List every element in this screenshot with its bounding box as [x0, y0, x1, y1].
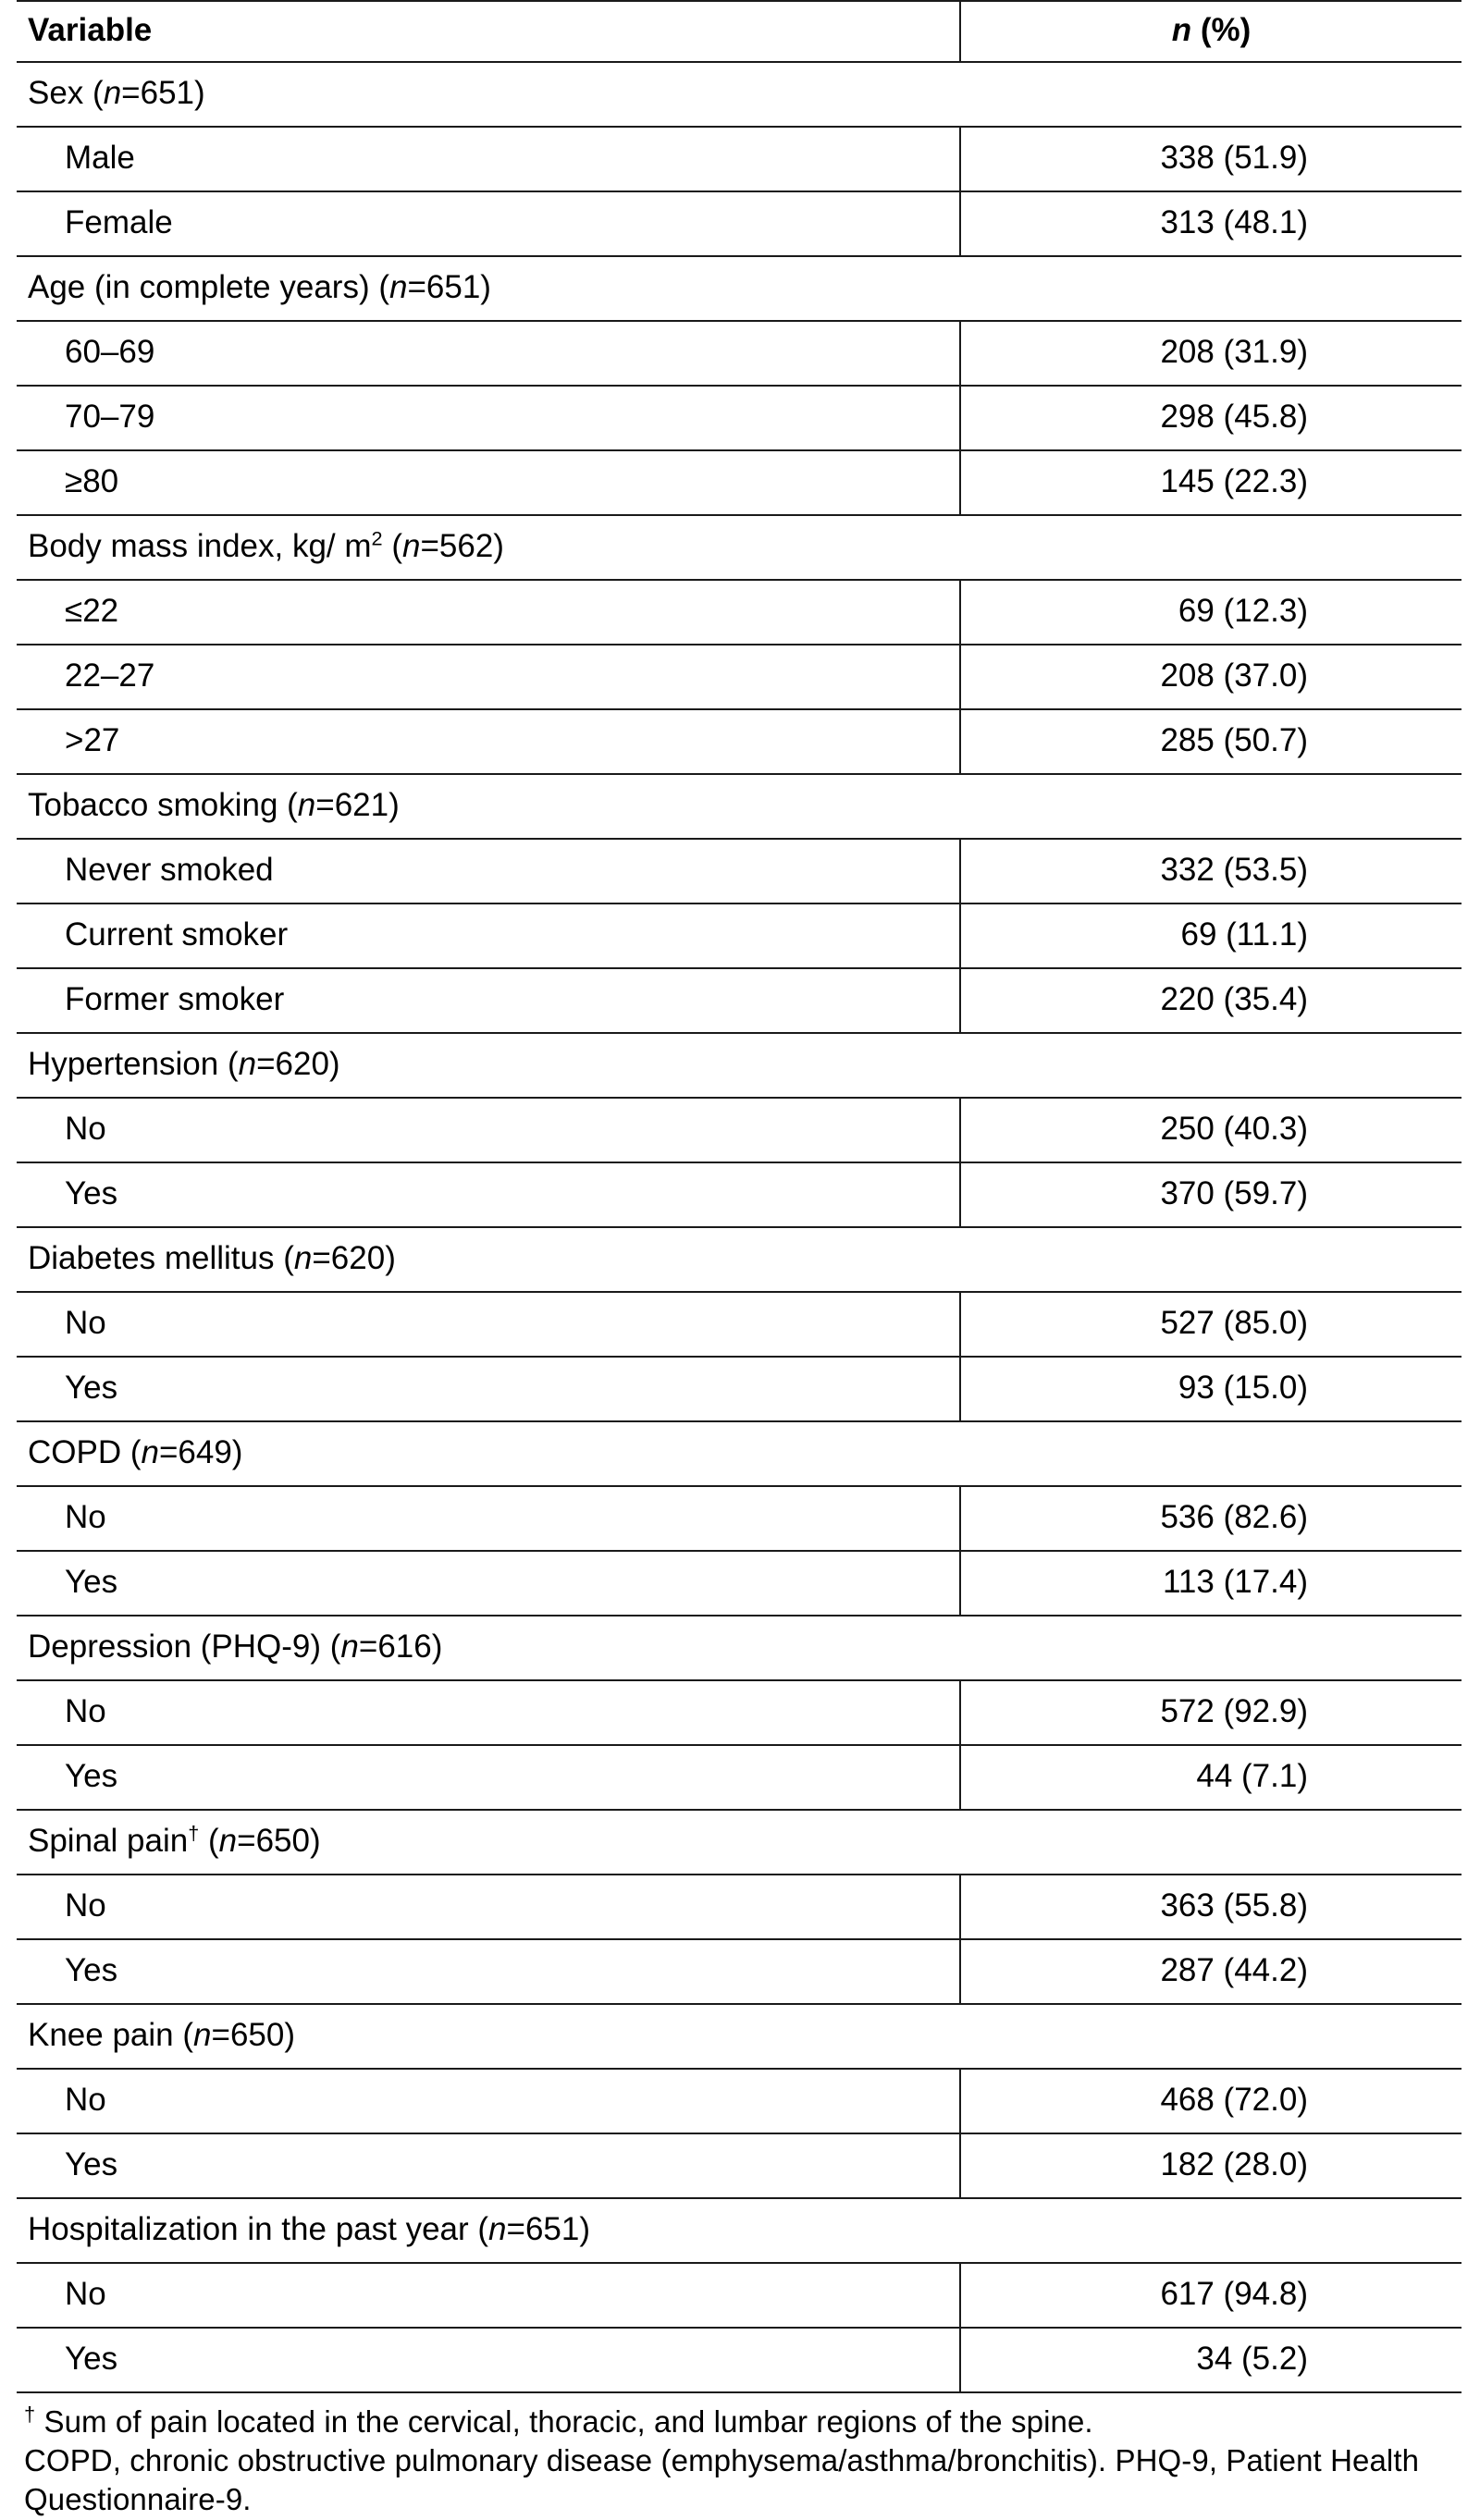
- row-value: 220 (35.4): [960, 968, 1462, 1033]
- row-label: Yes: [17, 1745, 960, 1810]
- row-value: 182 (28.0): [960, 2133, 1462, 2198]
- row-label: ≤22: [17, 580, 960, 645]
- section-label-text: Spinal pain: [28, 1822, 189, 1859]
- row-value: 287 (44.2): [960, 1939, 1462, 2004]
- row-value: 44 (7.1): [960, 1745, 1462, 1810]
- section-label: [17, 774, 1462, 839]
- table-row: [17, 1162, 1462, 1227]
- row-label: 22–27: [17, 645, 960, 709]
- section-label-n: n: [297, 786, 316, 823]
- table-row: [17, 1292, 1462, 1357]
- section-label: [17, 2198, 1462, 2263]
- characteristics-table: [17, 0, 1462, 2393]
- section-label-n: n: [488, 2210, 507, 2247]
- table-section-row: [17, 62, 1462, 127]
- row-value: 313 (48.1): [960, 191, 1462, 256]
- section-label-text: Hypertension (: [28, 1045, 239, 1082]
- section-label-n: n: [293, 1239, 313, 1276]
- table-row: [17, 450, 1462, 515]
- section-label-superscript: †: [188, 1820, 200, 1844]
- table-row: [17, 839, 1462, 904]
- section-label-mid: (: [382, 527, 402, 564]
- row-label: Yes: [17, 1551, 960, 1616]
- row-label: Never smoked: [17, 839, 960, 904]
- table-row: [17, 1680, 1462, 1745]
- row-value: 617 (94.8): [960, 2263, 1462, 2328]
- row-label: Female: [17, 191, 960, 256]
- row-value: 363 (55.8): [960, 1875, 1462, 1939]
- section-label-n: n: [193, 2016, 212, 2053]
- table-row: [17, 127, 1462, 191]
- section-label-tail: =651): [121, 74, 205, 111]
- table-section-row: [17, 774, 1462, 839]
- section-label-tail: =650): [211, 2016, 295, 2053]
- row-value: 468 (72.0): [960, 2069, 1462, 2133]
- column-header-value: [960, 1, 1462, 62]
- table-row: [17, 386, 1462, 450]
- row-value: 208 (31.9): [960, 321, 1462, 386]
- row-label: 60–69: [17, 321, 960, 386]
- table-row: [17, 2133, 1462, 2198]
- row-value: 536 (82.6): [960, 1486, 1462, 1551]
- row-label: No: [17, 1680, 960, 1745]
- row-label: Yes: [17, 2328, 960, 2392]
- row-label: No: [17, 1098, 960, 1162]
- table-body: [17, 62, 1462, 2392]
- table-row: [17, 191, 1462, 256]
- row-value: 572 (92.9): [960, 1680, 1462, 1745]
- section-label-superscript: 2: [371, 525, 383, 549]
- table-section-row: [17, 1810, 1462, 1875]
- table-header-row: [17, 1, 1462, 62]
- footnote-dagger-text: Sum of pain located in the cervical, thoracic, and lumbar regions of the spine.: [35, 2404, 1093, 2439]
- table-row: [17, 1939, 1462, 2004]
- section-label: [17, 1227, 1462, 1292]
- footnote-dagger: [24, 2403, 1463, 2441]
- table-section-row: [17, 256, 1462, 321]
- section-label: [17, 1810, 1462, 1875]
- section-label-text: Body mass index, kg/ m: [28, 527, 372, 564]
- row-value: 338 (51.9): [960, 127, 1462, 191]
- table-section-row: [17, 1421, 1462, 1486]
- section-label-text: Hospitalization in the past year (: [28, 2210, 489, 2247]
- table-row: [17, 645, 1462, 709]
- row-label: Yes: [17, 1357, 960, 1421]
- section-label-mid: (: [199, 1822, 219, 1859]
- section-label-tail: =649): [158, 1433, 243, 1470]
- table-row: [17, 904, 1462, 968]
- section-label: [17, 1033, 1462, 1098]
- section-label-tail: =651): [407, 268, 491, 305]
- section-label-n: n: [218, 1822, 238, 1859]
- table-row: [17, 2263, 1462, 2328]
- table-row: [17, 580, 1462, 645]
- row-label: Yes: [17, 2133, 960, 2198]
- column-header-value-rest: (%): [1191, 11, 1252, 48]
- section-label-tail: =651): [506, 2210, 591, 2247]
- table-row: [17, 2069, 1462, 2133]
- section-label-n: n: [141, 1433, 159, 1470]
- section-label-tail: =650): [237, 1822, 321, 1859]
- table-row: [17, 321, 1462, 386]
- section-label-n: n: [238, 1045, 257, 1082]
- row-value: 370 (59.7): [960, 1162, 1462, 1227]
- table-section-row: [17, 1033, 1462, 1098]
- row-value: 527 (85.0): [960, 1292, 1462, 1357]
- row-value: 113 (17.4): [960, 1551, 1462, 1616]
- section-label-text: Diabetes mellitus (: [28, 1239, 294, 1276]
- row-value: 34 (5.2): [960, 2328, 1462, 2392]
- section-label: [17, 62, 1462, 127]
- row-value: 332 (53.5): [960, 839, 1462, 904]
- table-footnotes: [17, 2403, 1463, 2520]
- column-header-value-n: n: [1171, 11, 1192, 48]
- section-label: [17, 2004, 1462, 2069]
- section-label-text: Age (in complete years) (: [28, 268, 389, 305]
- row-label: Former smoker: [17, 968, 960, 1033]
- section-label-text: COPD (: [28, 1433, 142, 1470]
- row-label: No: [17, 1292, 960, 1357]
- row-label: No: [17, 2263, 960, 2328]
- row-value: 208 (37.0): [960, 645, 1462, 709]
- table-row: [17, 968, 1462, 1033]
- row-value: 145 (22.3): [960, 450, 1462, 515]
- row-label: Current smoker: [17, 904, 960, 968]
- row-label: Yes: [17, 1939, 960, 2004]
- row-label: Yes: [17, 1162, 960, 1227]
- table-row: [17, 1357, 1462, 1421]
- row-label: Male: [17, 127, 960, 191]
- table-section-row: [17, 2198, 1462, 2263]
- row-value: 250 (40.3): [960, 1098, 1462, 1162]
- table-section-row: [17, 515, 1462, 580]
- section-label-text: Depression (PHQ-9) (: [28, 1628, 341, 1665]
- row-value: 285 (50.7): [960, 709, 1462, 774]
- table-row: [17, 709, 1462, 774]
- section-label-tail: =616): [358, 1628, 443, 1665]
- table-head: [17, 1, 1462, 62]
- section-label-tail: =621): [315, 786, 400, 823]
- row-value: 298 (45.8): [960, 386, 1462, 450]
- section-label-n: n: [103, 74, 122, 111]
- table-row: [17, 2328, 1462, 2392]
- table-section-row: [17, 1227, 1462, 1292]
- section-label-n: n: [340, 1628, 359, 1665]
- section-label: [17, 515, 1462, 580]
- row-label: No: [17, 1486, 960, 1551]
- section-label-text: Knee pain (: [28, 2016, 194, 2053]
- section-label: [17, 256, 1462, 321]
- section-label-n: n: [402, 527, 421, 564]
- column-header-variable: Variable: [17, 1, 960, 62]
- section-label: [17, 1616, 1462, 1680]
- table-row: [17, 1551, 1462, 1616]
- row-value: 93 (15.0): [960, 1357, 1462, 1421]
- section-label: [17, 1421, 1462, 1486]
- table-row: [17, 1745, 1462, 1810]
- row-value: 69 (11.1): [960, 904, 1462, 968]
- section-label-tail: =562): [420, 527, 504, 564]
- section-label-tail: =620): [312, 1239, 396, 1276]
- row-label: 70–79: [17, 386, 960, 450]
- footnote-dagger-marker: †: [24, 2403, 36, 2426]
- row-label: No: [17, 2069, 960, 2133]
- table-section-row: [17, 1616, 1462, 1680]
- row-value: 69 (12.3): [960, 580, 1462, 645]
- section-label-tail: =620): [256, 1045, 340, 1082]
- section-label-text: Sex (: [28, 74, 104, 111]
- row-label: No: [17, 1875, 960, 1939]
- section-label-text: Tobacco smoking (: [28, 786, 298, 823]
- table-section-row: [17, 2004, 1462, 2069]
- footnote-abbreviations: COPD, chronic obstructive pulmonary disease (emphysema/asthma/bronchitis). PHQ-9, Patient Health Questionnaire-9.: [24, 2443, 1420, 2517]
- row-label: ≥80: [17, 450, 960, 515]
- table-row: [17, 1486, 1462, 1551]
- table-row: [17, 1875, 1462, 1939]
- table-row: [17, 1098, 1462, 1162]
- row-label: >27: [17, 709, 960, 774]
- section-label-n: n: [388, 268, 408, 305]
